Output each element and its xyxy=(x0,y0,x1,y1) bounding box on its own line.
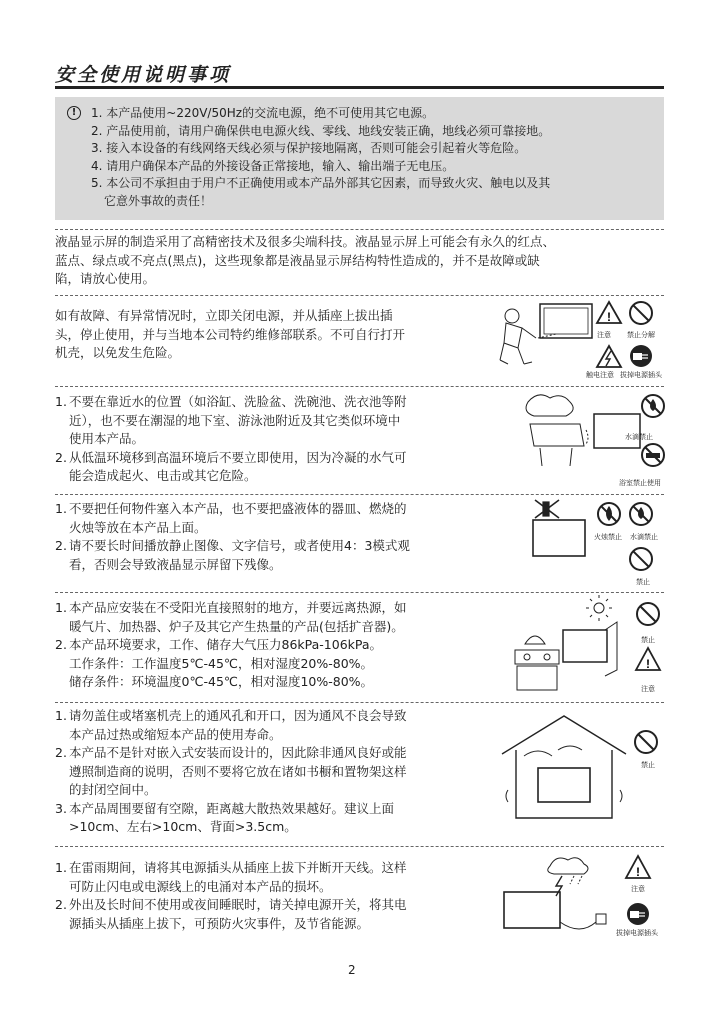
electric-shock-caution-icon xyxy=(597,346,621,367)
list-item: 2. 本产品不是针对嵌入式安装而设计的，因此除非通风良好或能 遵照制造商的说明，否则不要将它放在诸如书橱和置物架这样 的封闭空间中。 xyxy=(55,745,407,797)
objects-section-text xyxy=(55,500,410,574)
sun-icon xyxy=(586,595,612,621)
label-prohibited: 禁止 xyxy=(641,761,655,769)
page-title: 安全使用说明事项 xyxy=(55,64,232,86)
page-number: 2 xyxy=(348,963,356,977)
lcd-note: 液晶显示屏的制造采用了高精密技术及很多尖端科技。液晶显示屏上可能会有永久的红点、 蓝点、绿点或不亮点(黑点)，这些现象都是液晶显示屏结构特性造成的，并不是故障或缺 陷，请放心使用。 xyxy=(55,234,556,286)
stove-drawing xyxy=(515,636,559,690)
svg-text:!: ! xyxy=(607,310,611,324)
list-item: 2. 从低温环境移到高温环境后不要立即使用，因为冷凝的水气可 能会造成起火、电击或其它危险。 xyxy=(55,449,407,483)
unplug-icon xyxy=(627,903,649,925)
notice-item-4: 4. 请用户确保本产品的外接设备正常接地，输入、输出端子无电压。 xyxy=(91,158,455,173)
tv-icon xyxy=(594,414,640,448)
label-no-disassembly: 禁止分解 xyxy=(627,331,655,339)
exclamation-icon: ! xyxy=(67,106,81,120)
ventilation-section-text xyxy=(55,707,407,837)
thunder-section-text xyxy=(55,859,407,933)
label-shock-caution: 触电注意 xyxy=(586,371,614,379)
caution-triangle-icon xyxy=(636,648,660,671)
label-no-fire: 火烛禁止 xyxy=(594,533,622,541)
plug-icon xyxy=(596,914,606,924)
caution-triangle-icon xyxy=(626,856,650,879)
bathroom-drawing xyxy=(526,395,588,466)
prohibited-icon xyxy=(630,548,652,570)
label-prohibited: 禁止 xyxy=(636,578,650,586)
divider xyxy=(55,386,664,387)
unplug-icon xyxy=(630,345,652,367)
notice-item-3: 3. 接入本设备的有线网络天线必须与保护接地隔离，否则可能会引起着火等危险。 xyxy=(91,141,527,155)
water-section-text xyxy=(55,393,407,486)
no-water-drip-icon xyxy=(630,503,652,525)
label-caution: 注意 xyxy=(641,685,655,693)
label-unplug: 拔掉电源插头 xyxy=(620,371,662,379)
list-item: 2. 外出及长时间不使用或夜间睡眠时，请关掉电源开关，将其电 源插头从插座上拔下，可预防火灾事件，及节省能源。 xyxy=(55,897,407,931)
label-no-water: 水滴禁止 xyxy=(630,533,658,541)
tv-icon xyxy=(533,520,585,556)
label-caution: 注意 xyxy=(631,885,645,893)
no-disassembly-icon xyxy=(630,302,652,324)
tv-icon xyxy=(538,768,590,802)
tv-icon xyxy=(540,304,592,338)
repairman-figure xyxy=(500,309,556,364)
notice-item-2: 2. 产品使用前，请用户确保供电电源火线、零线、地线安装正确，地线必须可靠接地。 xyxy=(91,123,551,138)
tv-icon xyxy=(563,630,607,662)
svg-text:!: ! xyxy=(646,657,650,671)
svg-text:!: ! xyxy=(636,865,640,879)
no-water-drip-icon xyxy=(642,395,664,417)
no-bathroom-use-icon xyxy=(642,444,664,466)
ventilation-illustration xyxy=(498,706,670,834)
caution-triangle-icon xyxy=(597,302,621,324)
list-item: 1. 不要在靠近水的位置（如浴缸、洗脸盆、洗碗池、洗衣池等附 近），也不要在潮湿的地下室、游泳池附近及其它类似环境中 使用本产品。 xyxy=(55,394,407,446)
storm-cloud-drawing xyxy=(548,858,588,896)
notice-item-5: 5. 本公司不承担由于用户不正确使用或本产品外部其它因素，而导致火灾、触电以及其 xyxy=(91,176,551,190)
tv-icon xyxy=(504,892,560,928)
label-no-bathroom: 浴室禁止使用 xyxy=(619,479,661,487)
list-item: 1. 不要把任何物件塞入本产品，也不要把盛液体的器皿、燃烧的 火烛等放在本产品上面。 xyxy=(55,501,407,535)
list-item: 1. 本产品应安装在不受阳光直接照射的地方，并要远离热源，如 暖气片、加热器、炉子及其它产生热量的产品(包括扩音器)。 xyxy=(55,600,407,634)
label-unplug: 拔掉电源插头 xyxy=(616,929,658,937)
list-item: 2. 请不要长时间播放静止图像、文字信号，或者使用4：3模式观 看，否则会导致液晶显示屏留下残像。 xyxy=(55,538,410,572)
no-fire-icon xyxy=(598,503,620,525)
title-underline xyxy=(55,86,664,89)
list-item: 2. 本产品环境要求，工作、储存大气压力86kPa-106kPa。 工作条件：工作温度5℃-45℃，相对湿度20%-80%。 储存条件：环境温度0℃-45℃，相对湿度10%-80%。 xyxy=(55,637,383,689)
divider xyxy=(55,592,664,593)
divider xyxy=(55,295,664,296)
list-item: 1. 在雷雨期间，请将其电源插头从插座上拔下并断开天线。这样 可防止闪电或电源线上的电涌对本产品的损坏。 xyxy=(55,860,407,894)
objects-illustration xyxy=(525,496,670,588)
list-item: 3. 本产品周围要留有空隙，距离越大散热效果越好。建议上面 >10cm、左右>10cm、背面>3.5cm。 xyxy=(55,800,395,834)
notice-item-1: ! 1. 本产品使用~220V/50Hz的交流电源，绝不可使用其它电源。 xyxy=(67,105,654,123)
fault-section-text: 如有故障、有异常情况时，立即关闭电源，并从插座上拔出插 头，停止使用，并与当地本公司特约维修部联系。不可自行打开 机壳，以免发生危险。 xyxy=(55,308,406,360)
notice-item-5-cont: 它意外事故的责任！ xyxy=(104,193,213,208)
divider xyxy=(55,494,664,495)
prohibited-icon xyxy=(635,731,657,753)
divider xyxy=(55,229,664,230)
list-item: 1. 请勿盖住或堵塞机壳上的通风孔和开口，因为通风不良会导致 本产品过热或缩短本产品的使用寿命。 xyxy=(55,708,407,742)
environment-section-text xyxy=(55,599,407,692)
label-caution: 注意 xyxy=(597,331,611,339)
safety-notice-box xyxy=(55,97,664,220)
divider xyxy=(55,702,664,703)
label-no-water: 水滴禁止 xyxy=(625,433,653,441)
candle-on-tv-drawing xyxy=(535,500,559,518)
label-prohibited: 禁止 xyxy=(641,636,655,644)
prohibited-icon xyxy=(637,603,659,625)
divider xyxy=(55,846,664,847)
